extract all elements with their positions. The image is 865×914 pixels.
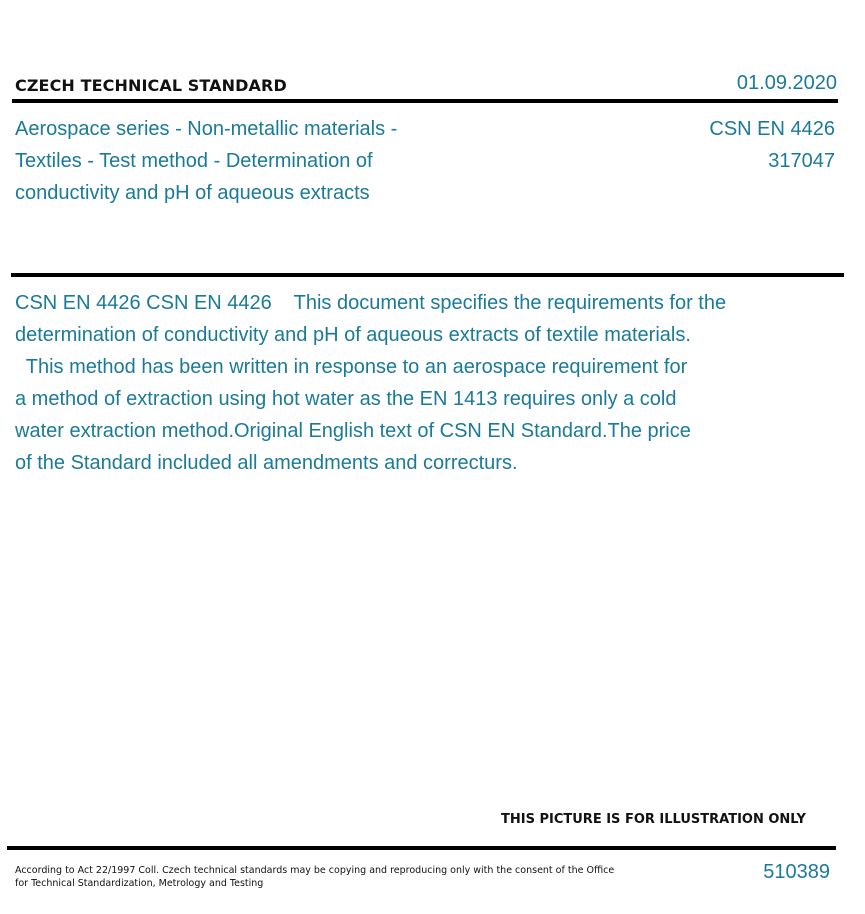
- section-divider: [11, 273, 844, 277]
- standard-title: [15, 113, 485, 209]
- legal-notice-line: According to Act 22/1997 Coll. Czech technical standards may be copying and reproducing only with the consent of the Office: [15, 865, 615, 876]
- abstract-line: CSN EN 4426 CSN EN 4426 This document specifies the requirements for the: [15, 292, 727, 314]
- legal-notice-line: for Technical Standardization, Metrology and Testing: [15, 878, 264, 889]
- footer-divider: [7, 846, 836, 850]
- standard-identifier: [709, 113, 835, 177]
- standard-title-line: conductivity and pH of aqueous extracts: [15, 182, 370, 204]
- abstract-line: of the Standard included all amendments and correcturs.: [15, 452, 518, 474]
- abstract-line: water extraction method.Original English text of CSN EN Standard.The price: [15, 420, 691, 442]
- abstract-line: a method of extraction using hot water as the EN 1413 requires only a cold: [15, 388, 677, 410]
- footer-document-number: 510389: [763, 861, 830, 883]
- document-header-title: CZECH TECHNICAL STANDARD: [15, 76, 287, 95]
- header-divider: [12, 99, 838, 103]
- abstract-line: determination of conductivity and pH of aqueous extracts of textile materials.: [15, 324, 691, 346]
- standard-number: CSN EN 4426: [709, 118, 835, 140]
- standard-title-line: Textiles - Test method - Determination of: [15, 150, 373, 172]
- abstract-text: [15, 287, 805, 479]
- illustration-disclaimer: THIS PICTURE IS FOR ILLUSTRATION ONLY: [501, 812, 806, 827]
- legal-notice: [15, 864, 615, 890]
- standard-catalog-code: 317047: [768, 150, 835, 172]
- publication-date: 01.09.2020: [736, 72, 837, 94]
- standard-title-line: Aerospace series - Non-metallic materials -: [15, 118, 398, 140]
- abstract-line: This method has been written in response to an aerospace requirement for: [15, 356, 688, 378]
